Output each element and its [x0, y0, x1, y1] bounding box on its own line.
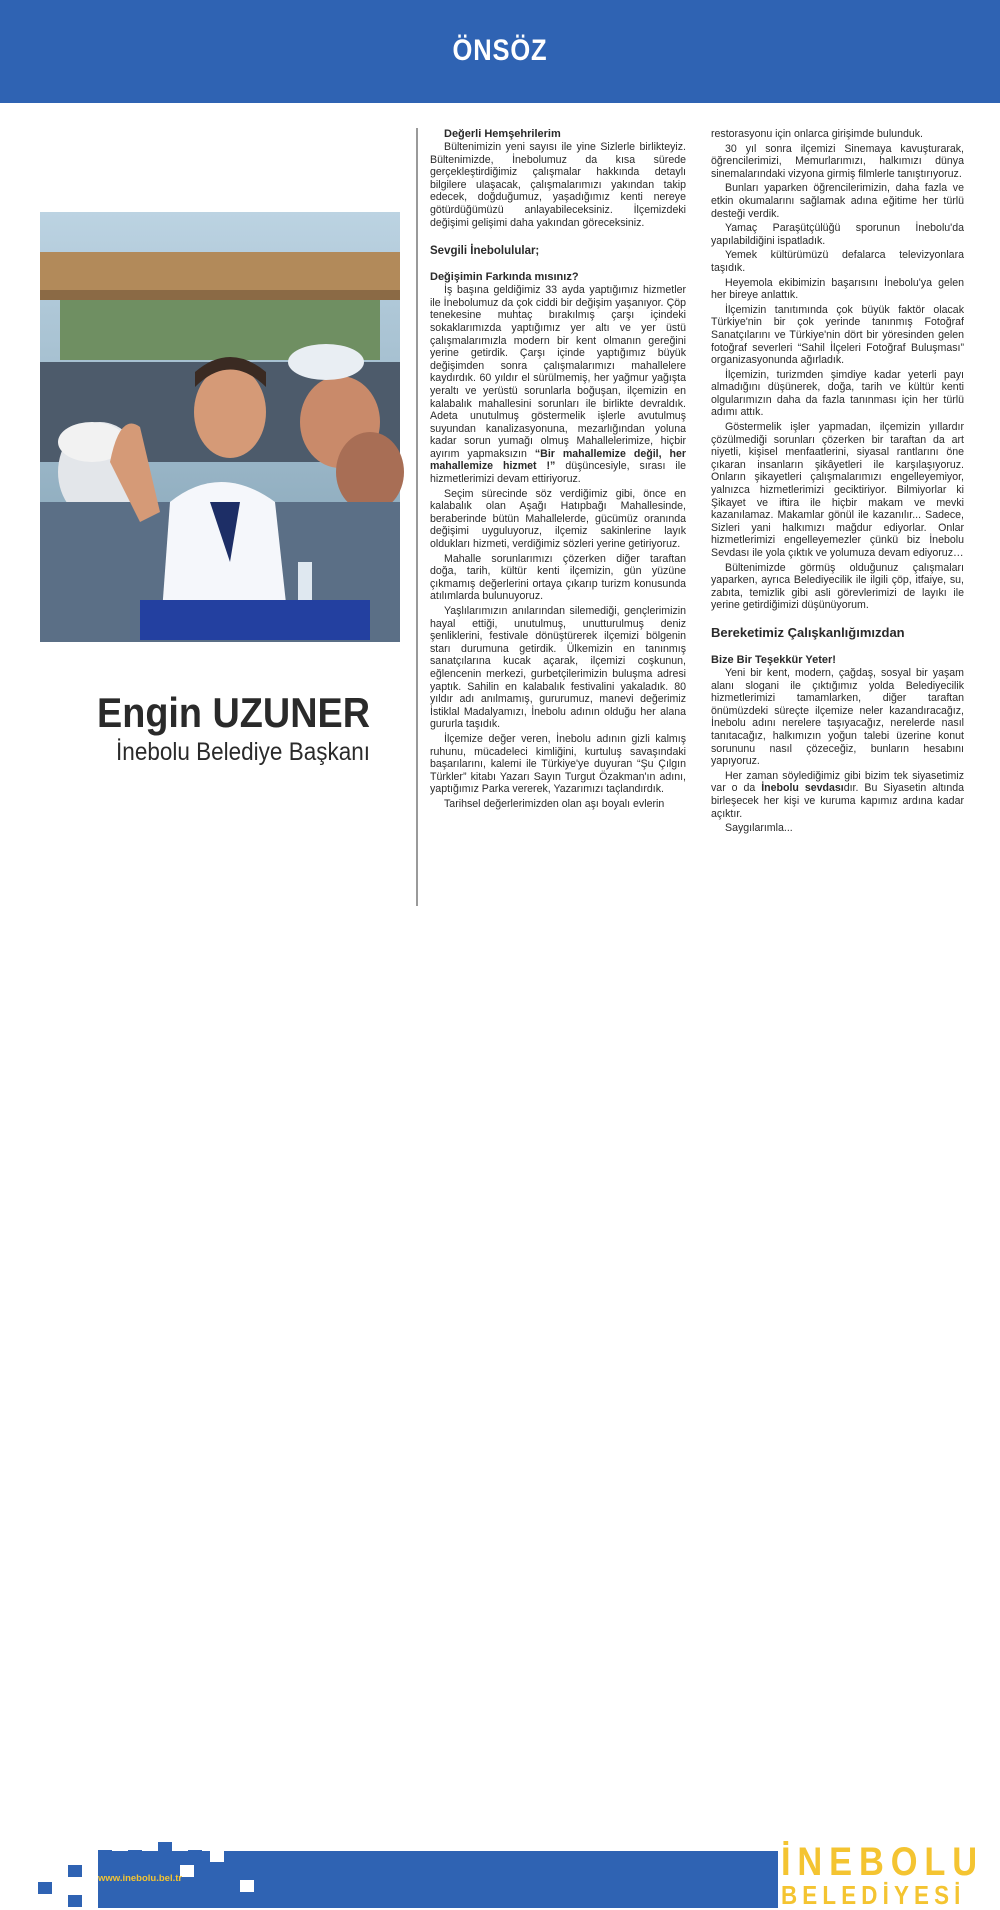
footer: [0, 920, 1000, 1910]
portrait-illustration: [40, 212, 400, 640]
text-column-1: [430, 128, 686, 813]
section-heading-tesekkur: Bize Bir Teşekkür Yeter!: [711, 653, 836, 666]
paragraph: [711, 770, 964, 820]
paragraph: Bültenimizin yeni sayısı ile yine Sizlerle birlikteyiz. Bültenimizde, İnebolumuz da kısa sürede gerçekleştirdiğimiz çalışmalar hakkında detaylı bilgilere ulaşacak, çalışmalarımızı yakından takip edecek, doğduğumuz, yaşadığımız kenti nereye götürdüğümüzü anlayabileceksiniz. İlçemizdeki değişimi gelişimi daha yakından göreceksiniz.: [430, 141, 686, 229]
section-heading-sevgili: Sevgili İnebolulular;: [430, 245, 540, 258]
paragraph: Tarihsel değerlerimizden olan aşı boyalı evlerin: [444, 797, 665, 810]
footer-band: [98, 1851, 778, 1908]
text-column-2: [711, 128, 964, 837]
mayor-role: İnebolu Belediye Başkanı: [116, 738, 370, 766]
bold-slogan: “Bir mahallemize değil, her mahallemize hizmet !”: [430, 447, 686, 473]
pixel-decoration: [68, 1895, 82, 1907]
paragraph: Bültenimizde görmüş olduğunuz çalışmaları yaparken, ayrıca Belediyecilik ile ilgili çöp, itfaiye, su, zabıta, temizlik gibi asli görevlerimizi de layıkı ile yerine getirdiğimizi düşünüyorum.: [711, 561, 964, 612]
paragraph: Heyemola ekibimizin başarısını İnebolu'ya gelen her bireye anlattık.: [711, 276, 964, 302]
paragraph: [430, 284, 686, 486]
paragraph: Bunları yaparken öğrencilerimizin, daha fazla ve etkin okumalarını sağlamak adına eğitime her türlü desteği verdik.: [711, 182, 964, 220]
paragraph: restorasyonu için onlarca girişimde bulunduk.: [711, 128, 923, 140]
logo-line-1: İNEBOLU: [781, 1840, 984, 1884]
logo-line-2: BELEDİYESİ: [781, 1880, 966, 1910]
pixel-decoration: [210, 1850, 224, 1862]
paragraph: 30 yıl sonra ilçemizi Sinemaya kavuşturarak, öğrencilerimizi, Memurlarımızı, halkımızı dünya sinemalarındaki vizyona girmiş filmlerle tanıştırıyoruz.: [711, 142, 964, 180]
paragraph: İlçemize değer veren, İnebolu adının gizli kalmış ruhunu, mücadeleci kimliğini, kurtuluş savaşındaki başarılarını, kalemi ile Türkiye'ye duyuran “Şu Çılgın Türkler” kitabı Yazarı Sayın Turgut Özakman'ın adını, yaptığımız Parka vererek, Yazarımızı taçlandırdık.: [430, 732, 686, 796]
closing-text: Saygılarımla...: [725, 822, 793, 835]
column-divider: [416, 128, 418, 906]
greeting-heading: Değerli Hemşehrilerim: [444, 128, 561, 140]
section-heading-degisim: Değişimin Farkında mısınız?: [430, 271, 579, 284]
paragraph: Yaşlılarımızın anılarından silemediği, gençlerimizin hayal ettiği, unutulmuş, unutturulmuş deniz şenliklerini, festivale dönüştürerek ilçemizi bölgenin starı durumuna getirdik. Ülkemizin en tanınmış sanatçılarına kucak açarak, ilçemizi coşkunun, eğlencenin merkezi, gurbetçilerimizin buluşma adresi yaptık. Sahilin en kalabalık festivalini yakaladık. 80 yıldır adı anılmamış, gururumuz, manevi değerimiz İstiklal Madalyamızı, İnebolu adının olduğu her alana gururla taşıdık.: [430, 605, 686, 731]
section-heading-bereket: Bereketimiz Çalışkanlığımızdan: [711, 624, 905, 640]
paragraph: Yamaç Paraşütçülüğü sporunun İnebolu'da yapılabildiğini ispatladık.: [711, 222, 964, 247]
pixel-decoration: [38, 1882, 52, 1894]
pixel-decoration: [240, 1880, 254, 1892]
mayor-name: Engin UZUNER: [97, 689, 371, 736]
paragraph: Yeni bir kent, modern, çağdaş, sosyal bir yaşam alanı slogani ile çıktığımız yolda Belediyecilik hizmetlerimizi tamamlarken, diğer taraftan önümüzdeki süreçte ilçemize neler kazandıracağız, İnebolu adını nerelere taşıyacağız, nerelerde nasıl tanıtacağız, halkımızın yoğun talebi üzerine konut sorununu nasıl çözeceğiz, bunların hesabını yapıyoruz.: [711, 666, 964, 768]
paragraph-text: Her zaman söylediğimiz gibi bizim tek siyasetimiz var o da: [711, 769, 964, 795]
paragraph: İlçemizin, turizmden şimdiye kadar yeterli payı almadığını düşünerek, doğa, tarih ve kültür kenti olgularımızın daha da fazla tanınması için her türlü adımı attık.: [711, 368, 964, 419]
bold-phrase: İnebolu sevdası: [761, 782, 844, 795]
municipality-logo: [781, 1842, 991, 1908]
paragraph-text: dır. Bu Siyasetin altında birleşecek her kişi ve kuruma kapımız ardına kadar açıktır.: [711, 782, 965, 820]
paragraph: İlçemizin tanıtımında çok büyük faktör olacak Türkiye'nin bir çok yerinde tanınmış Fotoğraf Sanatçılarını ve Türkiye'nin dört bir yöresinden gelen fotoğraf severleri “Sahil İlçeleri Fotoğraf Buluşması” organizasyonunda ağırladık.: [711, 303, 964, 367]
pixel-decoration: [68, 1865, 82, 1877]
paragraph: Göstermelik işler yapmadan, ilçemizin yıllardır çözülmediği sorunları çözerken bir taraftan da art niyetli, kişisel menfaatlerini, siyasal rantlarını öne çıkaran insanların şikâyetleri ile karşılaşıyoruz. Onların şikayetleri çalışmalarımızı engelleyemiyor, yalnızca hizmetlerimizi geciktiriyor. Bilmiyorlar ki Şikayet ve iftira ile hiçbir makam ve mevki kazanılamaz. Makamlar gönül ile kazanılır... Sadece, Sizleri yani halkımızı mağdur ediyorlar. Onlar hizmetlerimizi engelleyemezler çünkü biz İnebolu Sevdası ile yola çıktık ve yolumuza devam ediyoruz…: [711, 421, 964, 559]
website-url[interactable]: www.inebolu.bel.tr: [98, 1873, 183, 1884]
header-band: [0, 0, 1000, 103]
page-title: ÖNSÖZ: [452, 34, 548, 67]
paragraph: Seçim sürecinde söz verdiğimiz gibi, önce en kalabalık olan Aşağı Hatıpbağı Mahallesinde, beraberinde bütün Mahallelerde, gücümüz oranında değişimi uyguluyoruz, ilçemiz sakinlerine layık oldukları hizmeti, verdiğimiz sözleri yerine getiriyoruz.: [430, 487, 686, 551]
paragraph-text: İş başına geldiğimiz 33 ayda yaptığımız hizmetler ile İnebolumuz da çok ciddi bir değişim yaşanıyor. Çöp tenekesine muhtaç bırakılmış çarşı içindeki sokaklarımızda yaptığımız yer altı ve yer üstü çalışmalarımızla modern bir kent olmanın gereğini yerine getirdik. Çarşı içinde yaptığımız büyük değişimden sonra çalışmalarımızı mahallelere kaydırdık. 60 yıldır el sürülmemiş, her yağmur yağışta yeraltı ve yerüstü sorunlarla boğuşan, ilçemizin en kalabalık mahallesini sorunları ile birlikte devraldık. Adeta unutulmuş göstermelik işlerle avutulmuş suyundan kanalizasyonuna, mezarlığından yoluna kadar sorun yumağı olmuş Mahallelerimize, hiçbir ayırım yapmaksızın: [430, 284, 686, 460]
paragraph: Mahalle sorunlarımızı çözerken diğer taraftan doğa, tarih, kültür kenti ilçemizin, gün yüzüne çıkmamış değerlerini ortaya çıkarıp turizm konusunda atılımlarda bulunuyoruz.: [430, 552, 686, 603]
paragraph: Yemek kültürümüzü defalarca televizyonlara taşıdık.: [711, 249, 964, 274]
mayor-portrait-photo: [40, 212, 400, 640]
paragraph-text: düşüncesiyle, sırası ile hizmetlerimizi devam ettiriyoruz.: [430, 460, 686, 486]
